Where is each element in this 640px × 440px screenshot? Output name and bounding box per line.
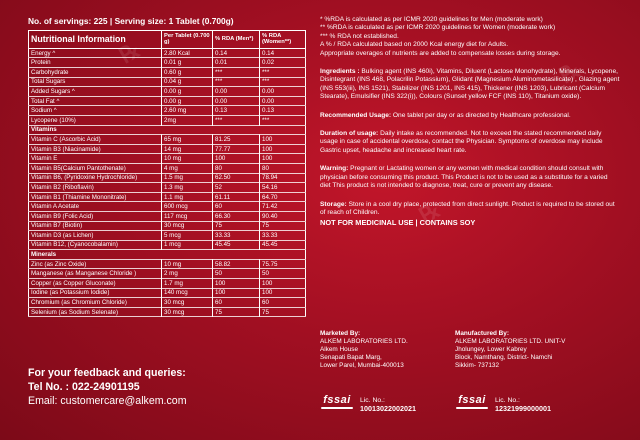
per-tablet-value: 2 mg — [162, 269, 213, 279]
address-line: ALKEM LABORATORIES LTD. — [320, 338, 408, 345]
rda-women-value: 0.13 — [260, 106, 306, 116]
rda-women-value: 71.42 — [260, 202, 306, 212]
table-row — [29, 173, 306, 183]
nutrient-name: Added Sugars ^ — [29, 87, 162, 97]
table-row — [29, 279, 306, 289]
rda-women-value: 0.00 — [260, 96, 306, 106]
table-row — [29, 192, 306, 202]
rda-women-value: 60 — [260, 298, 306, 308]
table-row — [29, 202, 306, 212]
address-line: Jholungey, Lower Kabrey — [455, 346, 527, 353]
left-panel — [28, 16, 306, 317]
per-tablet-value: 14 mg — [162, 144, 213, 154]
rda-men-value: *** — [213, 115, 260, 125]
nutrient-name: Zinc (as Zinc Oxide) — [29, 259, 162, 269]
rda-women-value: 90.40 — [260, 211, 306, 221]
duration-label: Duration of usage: — [320, 130, 379, 138]
rda-men-value: 60 — [213, 202, 260, 212]
nutrient-name: Vitamin B12, (Cyanocobalamin) — [29, 240, 162, 250]
note-line: ** %RDA is calculated as per ICMR 2020 guidelines for Women (moderate work) — [320, 24, 556, 32]
per-tablet-value: 1.7 mg — [162, 279, 213, 289]
feedback-telephone: Tel No. : 022-24901195 — [28, 381, 140, 393]
per-tablet-value: 5 mcg — [162, 231, 213, 241]
rda-women-value: 75 — [260, 307, 306, 317]
table-row — [29, 144, 306, 154]
table-row — [29, 77, 306, 87]
rda-women-value: 54.16 — [260, 183, 306, 193]
per-tablet-value: 0.00 g — [162, 96, 213, 106]
feedback-email: Email: customercare@alkem.com — [28, 395, 187, 407]
table-section-row — [29, 125, 306, 135]
table-section-label: Minerals — [29, 250, 306, 260]
rda-women-value: 100 — [260, 135, 306, 145]
per-tablet-value: 1 mcg — [162, 240, 213, 250]
rda-men-value: 77.77 — [213, 144, 260, 154]
rda-men-value: 58.82 — [213, 259, 260, 269]
rda-men-value: 75 — [213, 307, 260, 317]
per-tablet-value: 10 mg — [162, 154, 213, 164]
nutrition-table-body — [29, 48, 306, 317]
note-line: A % / RDA calculated based on 2000 Kcal energy diet for Adults. — [320, 41, 509, 49]
rda-men-value: 80 — [213, 163, 260, 173]
license-manufacturer — [455, 394, 551, 416]
rda-men-value: 50 — [213, 269, 260, 279]
rda-women-value: 100 — [260, 144, 306, 154]
table-row — [29, 288, 306, 298]
per-tablet-value: 30 mcg — [162, 307, 213, 317]
nutrient-name: Sodium ^ — [29, 106, 162, 116]
per-tablet-value: 30 mcg — [162, 298, 213, 308]
table-row — [29, 163, 306, 173]
table-row — [29, 221, 306, 231]
rda-men-value: *** — [213, 77, 260, 87]
per-tablet-value: 1.5 mg — [162, 173, 213, 183]
per-tablet-value: 600 mcg — [162, 202, 213, 212]
nutrient-name: Vitamin A Acetate — [29, 202, 162, 212]
per-tablet-value: 10 mg — [162, 259, 213, 269]
nutrition-table — [28, 30, 306, 317]
nutrient-name: Copper (as Copper Gluconate) — [29, 279, 162, 289]
table-row — [29, 96, 306, 106]
address-line: Senapati Bapat Marg, — [320, 354, 382, 361]
rda-women-value: 33.33 — [260, 231, 306, 241]
ingredients-section — [320, 68, 620, 102]
note-line: *** % RDA not established. — [320, 32, 399, 40]
rda-men-value: 61.11 — [213, 192, 260, 202]
storage-text: Store in a cool dry place, protected from direct sunlight. Product is required to be stored out of reach of Children. — [320, 200, 615, 216]
rda-women-value: 80 — [260, 163, 306, 173]
rda-men-value: 0.00 — [213, 87, 260, 97]
rda-women-value: 0.00 — [260, 87, 306, 97]
rda-women-value: 100 — [260, 154, 306, 164]
per-tablet-value: 0.60 g — [162, 68, 213, 78]
usage-section — [320, 112, 620, 120]
header-rda-women: % RDA (Women**) — [260, 31, 306, 49]
rda-women-value: 75 — [260, 221, 306, 231]
rda-men-value: 0.13 — [213, 106, 260, 116]
rda-men-value: 100 — [213, 279, 260, 289]
table-section-row — [29, 250, 306, 260]
nutrient-name: Carbohydrate — [29, 68, 162, 78]
nutrient-name: Iodine (as Potassium Iodide) — [29, 288, 162, 298]
warning-text: Pregnant or Lactating women or any women with medical condition should consult with physician before consuming this product. This Product is not to be used as a substitute for a varied diet This product is not intended to diagnose, treat, cure or prevent any disease. — [320, 165, 608, 190]
table-row — [29, 68, 306, 78]
nutrient-name: Total Sugars — [29, 77, 162, 87]
fssai-logo-icon: fssai — [455, 394, 489, 416]
per-tablet-value: 0.01 g — [162, 58, 213, 68]
nutrient-name: Vitamin E — [29, 154, 162, 164]
rda-notes — [320, 16, 620, 58]
nutrient-name: Vitamin B7 (Biotin) — [29, 221, 162, 231]
nutrient-name: Protein — [29, 58, 162, 68]
rda-women-value: 100 — [260, 279, 306, 289]
nutrient-name: Lycopene (10%) — [29, 115, 162, 125]
duration-section — [320, 130, 620, 155]
address-line: Alkem House — [320, 346, 359, 353]
nutrient-name: Vitamin D3 (as Lichen) — [29, 231, 162, 241]
rda-men-value: 75 — [213, 221, 260, 231]
rda-men-value: 45.45 — [213, 240, 260, 250]
nutrient-name: Chromium (as Chromium Chloride) — [29, 298, 162, 308]
servings-info: No. of servings: 225 | Serving size: 1 Tablet (0.700g) — [28, 16, 234, 26]
header-per-tablet: Per Tablet (0.700 g) — [162, 31, 213, 49]
address-line: ALKEM LABORATORIES LTD. UNIT-V — [455, 338, 566, 345]
per-tablet-value: 65 mg — [162, 135, 213, 145]
table-section-label: Vitamins — [29, 125, 306, 135]
rda-women-value: *** — [260, 115, 306, 125]
rda-women-value: 100 — [260, 288, 306, 298]
rda-men-value: 52 — [213, 183, 260, 193]
watermark-mark: ℞ — [554, 56, 585, 89]
nutrient-name: Vitamin B2 (Riboflavin) — [29, 183, 162, 193]
duration-text: Daily intake as recommended. Not to exceed the stated recommended daily usage in case of accidental overdose, contact the Physician. Symptoms of overdose may include Gastric upset, headache and increased heart rate. — [320, 130, 603, 154]
address-line: Sikkim- 737132 — [455, 362, 500, 369]
address-line: Lower Parel, Mumbai-400013 — [320, 362, 404, 369]
nutrient-name: Selenium (as Sodium Selenate) — [29, 307, 162, 317]
nutrient-name: Vitamin B5(Calcium Pantothenate) — [29, 163, 162, 173]
storage-section — [320, 201, 620, 218]
rda-women-value: 78.94 — [260, 173, 306, 183]
storage-label: Storage: — [320, 200, 347, 208]
license-marketer — [320, 394, 416, 416]
rda-women-value: 45.45 — [260, 240, 306, 250]
rda-women-value: 64.70 — [260, 192, 306, 202]
table-row — [29, 307, 306, 317]
nutrition-table-header — [29, 31, 306, 49]
license-number: 12321999000001 — [495, 404, 551, 413]
manufactured-by-block — [455, 330, 625, 370]
nutrient-name: Vitamin B6, (Pyridoxine Hydrochloride) — [29, 173, 162, 183]
nutrient-name: Vitamin B9 (Folic Acid) — [29, 211, 162, 221]
nutrient-name: Vitamin B1 (Thiamine Mononitrate) — [29, 192, 162, 202]
table-row — [29, 106, 306, 116]
usage-text: One tablet per day or as directed by Healthcare professional. — [391, 111, 571, 119]
table-row — [29, 58, 306, 68]
per-tablet-value: 117 mcg — [162, 211, 213, 221]
table-row — [29, 154, 306, 164]
nutrient-name: Manganese (as Manganese Chloride ) — [29, 269, 162, 279]
rda-men-value: 100 — [213, 288, 260, 298]
manufactured-by-label: Manufactured By: — [455, 330, 509, 337]
nutrient-name: Vitamin C (Ascorbic Acid) — [29, 135, 162, 145]
rda-men-value: 33.33 — [213, 231, 260, 241]
per-tablet-value: 4 mg — [162, 163, 213, 173]
table-row — [29, 48, 306, 58]
per-tablet-value: 0.04 g — [162, 77, 213, 87]
header-rda-men: % RDA (Men*) — [213, 31, 260, 49]
feedback-block — [28, 367, 308, 407]
per-tablet-value: 2mg — [162, 115, 213, 125]
per-tablet-value: 1.3 mg — [162, 183, 213, 193]
rda-women-value: 75.75 — [260, 259, 306, 269]
ingredients-text: Bulking agent (INS 460i), Vitamins, Diluent (Lactose Monohydrate), Minerals, Lycopene, Disintegrant (INS 468, Polacrilin Potassium), Glidant (Magnesium Aluminometasilicate) , Glazing agent (INS 553(iii), INS 1521), Stabilizer (INS 1201, INS 415), Thickener (INS 1203), Lubricant (Calcium Stearate), Emulsifier (INS 322(i)), Colours (Sunset yellow FCF (INS 110), Titanium oxide). — [320, 68, 620, 101]
rda-women-value: *** — [260, 68, 306, 78]
not-medicinal-notice: NOT FOR MEDICINAL USE | CONTAINS SOY — [320, 218, 476, 228]
ingredients-label: Ingredients : — [320, 68, 360, 76]
marketed-by-block — [320, 330, 460, 370]
table-row — [29, 211, 306, 221]
rda-men-value: 81.25 — [213, 135, 260, 145]
rda-men-value: 60 — [213, 298, 260, 308]
marketed-by-label: Marketed By: — [320, 330, 361, 337]
table-row — [29, 183, 306, 193]
warning-section — [320, 165, 620, 190]
rda-men-value: *** — [213, 68, 260, 78]
right-panel — [320, 16, 620, 228]
rda-men-value: 62.50 — [213, 173, 260, 183]
rda-women-value: *** — [260, 77, 306, 87]
per-tablet-value: 140 mcg — [162, 288, 213, 298]
rda-men-value: 0.01 — [213, 58, 260, 68]
note-line: Appropriate overages of nutrients are added to compensate losses during storage. — [320, 49, 561, 57]
license-number: 10013022002021 — [360, 404, 416, 413]
watermark-mark: ℞ — [114, 36, 145, 69]
header-nutritional-information: Nutritional Information — [29, 31, 162, 49]
table-row — [29, 135, 306, 145]
table-row — [29, 240, 306, 250]
rda-women-value: 0.02 — [260, 58, 306, 68]
per-tablet-value: 0.00 g — [162, 87, 213, 97]
per-tablet-value: 2.60 mg — [162, 106, 213, 116]
rda-women-value: 0.14 — [260, 48, 306, 58]
fssai-logo-icon: fssai — [320, 394, 354, 416]
rda-men-value: 0.14 — [213, 48, 260, 58]
nutrient-name: Total Fat ^ — [29, 96, 162, 106]
table-row — [29, 115, 306, 125]
warning-label: Warning: — [320, 165, 349, 173]
table-row — [29, 269, 306, 279]
per-tablet-value: 1.1 mg — [162, 192, 213, 202]
per-tablet-value: 30 mcg — [162, 221, 213, 231]
rda-men-value: 66.30 — [213, 211, 260, 221]
rda-women-value: 50 — [260, 269, 306, 279]
address-line: Block, Namthang, District- Namchi — [455, 354, 553, 361]
feedback-title: For your feedback and queries: — [28, 367, 186, 379]
table-row — [29, 87, 306, 97]
rda-men-value: 100 — [213, 154, 260, 164]
rda-men-value: 0.00 — [213, 96, 260, 106]
per-tablet-value: 2.80 Kcal — [162, 48, 213, 58]
table-row — [29, 259, 306, 269]
nutrient-name: Vitamin B3 (Niacinamide) — [29, 144, 162, 154]
license-label: Lic. No.: — [495, 397, 520, 404]
usage-label: Recommended Usage: — [320, 111, 392, 119]
watermark-mark: ℞ — [414, 196, 445, 229]
table-row — [29, 231, 306, 241]
note-line: * %RDA is calculated as per ICMR 2020 guidelines for Men (moderate work) — [320, 16, 543, 23]
nutrient-name: Energy ^ — [29, 48, 162, 58]
table-row — [29, 298, 306, 308]
license-label: Lic. No.: — [360, 397, 385, 404]
